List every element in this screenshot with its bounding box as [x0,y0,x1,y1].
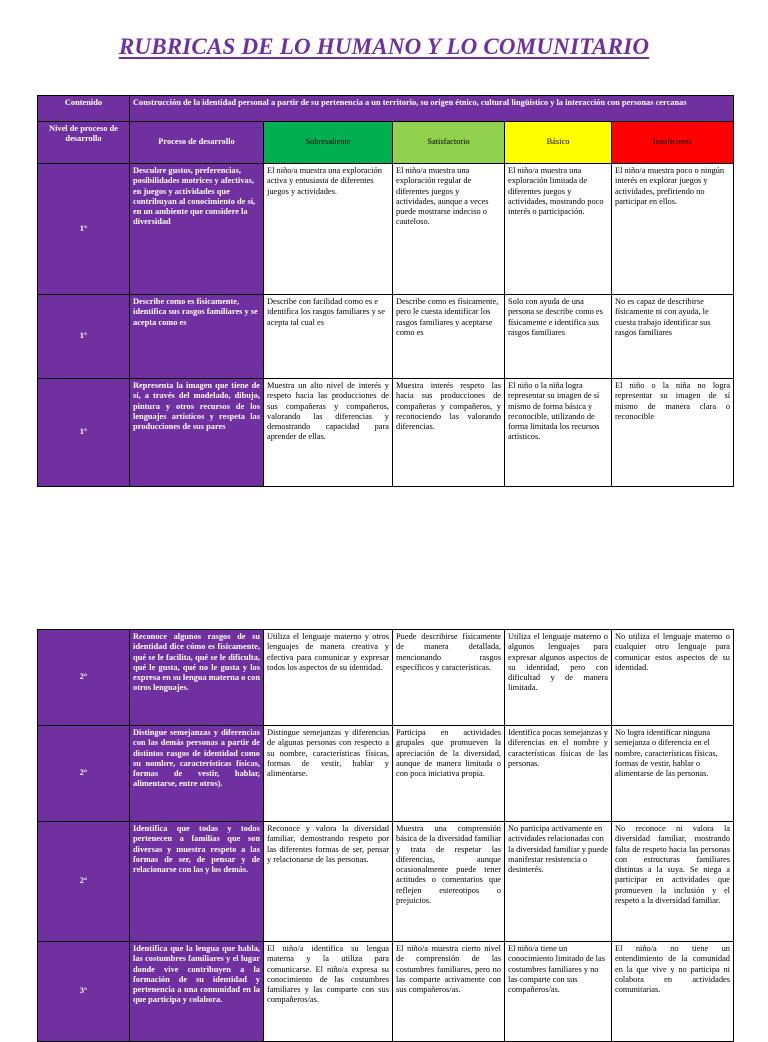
rubric-table-2 [37,629,734,1042]
satisfactorio-cell: Muestra una comprensión básica de la diversidad familiar y trata de respetar las diferencias, aunque ocasionalmente puede tener actitudes o comentarios que reflejen estereotipos o prejuicios. [393,822,505,942]
sobresaliente-cell: Muestra un alto nivel de interés y respeto hacia las producciones de sus compañeras y compañeros, valorando las diferencias y demostrando capacidad para aprender de ellas. [264,379,393,487]
table-row [38,630,734,726]
levels-header-row [38,122,734,164]
level-satisfactorio: Satisfactorio [393,122,505,164]
sobresaliente-cell: Reconoce y valora la diversidad familiar, demostrando respeto por las diferentes formas de ser, pensar y relacionarse de las personas. [264,822,393,942]
insuficiente-cell: No es capaz de describirse físicamente ni con ayuda, le cuesta trabajo identificar sus rasgos familiares [612,295,734,379]
rubric-table-1 [37,95,734,487]
nivel-label: Nivel de proceso de desarrollo [38,122,130,164]
process-cell: Identifica que todas y todos pertenecen a familias que son diversas y muestra respeto a las formas de ser, de pensar y de relacionarse con las y los demás. [130,822,264,942]
satisfactorio-cell: Muestra interés respeto las hacia sus producciones de compañeras y compañeros, y reconociendo las valorando diferencias. [393,379,505,487]
sobresaliente-cell: El niño/a muestra una exploración activa y entusiasta de diferentes juegos y actividades. [264,164,393,295]
insuficiente-cell: No logra identificar ninguna semejanza o diferencia en el nombre, características físicas, formas de vestir, hablar o alimentarse de las personas. [612,726,734,822]
sobresaliente-cell: Distingue semejanzas y diferencias de algunas personas con respecto a su nombre, características físicas, formas de vestir, hablar y alimentarse. [264,726,393,822]
table-row [38,942,734,1042]
basico-cell: El niño/a tiene un conocimiento limitado de las costumbres familiares y no las comparte con sus compañeros/as. [505,942,612,1042]
process-cell: Representa la imagen que tiene de sí, a través del modelado, dibujo, pintura y otros recursos de los lenguajes artísticos y respeta las producciones de sus pares [130,379,264,487]
process-cell: Reconoce algunos rasgos de su identidad dice cómo es físicamente, qué se le facilita, qué se le dificulta, qué le gusta, qué no le gusta y los expresa en su lengua materna o con otros lenguajes. [130,630,264,726]
grade-cell: 1° [38,295,130,379]
basico-cell: No participa activamente en actividades relacionadas con la diversidad familiar y puede manifestar resistencia o desinterés. [505,822,612,942]
contenido-row [38,96,734,122]
insuficiente-cell: El niño o la niña no logra representar su imagen de sí mismo de manera clara o reconocible [612,379,734,487]
satisfactorio-cell: El niño/a muestra una exploración regular de diferentes juegos y actividades, aunque a veces puede mostrarse indeciso o cauteloso. [393,164,505,295]
level-insuficiente: Insuficiente [612,122,734,164]
satisfactorio-cell: El niño/a muestra cierto nivel de comprensión de las costumbres familiares, pero no las comparte activamente con sus compañeros/as. [393,942,505,1042]
sobresaliente-cell: El niño/a identifica su lengua materna y la utiliza para comunicarse. El niño/a expresa su conocimiento de las costumbres familiares y las comparte con sus compañeros/as. [264,942,393,1042]
satisfactorio-cell: Describe como es físicamente, pero le cuesta identificar los rasgos familiares y aceptarse como es [393,295,505,379]
grade-cell: 2° [38,822,130,942]
table-row [38,379,734,487]
contenido-label: Contenido [38,96,130,122]
insuficiente-cell: No utiliza el lenguaje materno o cualquier otro lenguaje para comunicar estos aspectos de su identidad. [612,630,734,726]
sobresaliente-cell: Utiliza el lenguaje materno y otros lenguajes de manera creativa y efectiva para comunicar y expresar todos los aspectos de su identidad. [264,630,393,726]
table-row [38,726,734,822]
table-row [38,164,734,295]
table-row [38,822,734,942]
insuficiente-cell: El niño/a muestra poco o ningún interés en explorar juegos y actividades, prefiriendo no participar en ellos. [612,164,734,295]
basico-cell: Solo con ayuda de una persona se describe como es físicamente e identifica sus rasgos familiares [505,295,612,379]
page-title: RUBRICAS DE LO HUMANO Y LO COMUNITARIO [118,34,650,59]
level-sobresaliente: Sobresaliente [264,122,393,164]
basico-cell: El niño o la niña logra representar su imagen de sí mismo de forma básica y reconocible, utilizando de forma limitada los recursos artísticos. [505,379,612,487]
grade-cell: 1° [38,379,130,487]
process-cell: Descubre gustos, preferencias, posibilidades motrices y afectivas, en juegos y actividades que contribuyan al conocimiento de sí, en un ambiente que considere la diversidad [130,164,264,295]
grade-cell: 1° [38,164,130,295]
satisfactorio-cell: Puede describirse físicamente de manera detallada, mencionando rasgos específicos y características. [393,630,505,726]
process-cell: Distingue semejanzas y diferencias con las demás personas a partir de distintos rasgos de identidad como su nombre, características físicas, formas de vestir, hablar, alimentarse, entre otros). [130,726,264,822]
grade-cell: 2° [38,726,130,822]
insuficiente-cell: No reconoce ni valora la diversidad familiar, mostrando falta de respeto hacia las personas con estructuras familiares distintas a la suya. Se niega a participar en actividades que promueven la inclusión y el respeto a la diversidad familiar. [612,822,734,942]
level-basico: Básico [505,122,612,164]
contenido-text: Construcción de la identidad personal a partir de su pertenencia a un territorio, su origen étnico, cultural lingüístico y la interacción con personas cercanas [130,96,734,122]
basico-cell: Identifica pocas semejanzas y diferencias en el nombre y características físicas de las personas. [505,726,612,822]
process-cell: Describe como es físicamente, identifica sus rasgos familiares y se acepta como es [130,295,264,379]
insuficiente-cell: El niño/a no tiene un entendimiento de la comunidad en la que vive y no participa ni colabora en actividades comunitarias. [612,942,734,1042]
satisfactorio-cell: Participa en actividades grupales que promueven la apreciación de la diversidad, aunque de manera limitada o con poca iniciativa propia. [393,726,505,822]
basico-cell: El niño/a muestra una exploración limitada de diferentes juegos y actividades, mostrando poco interés o participación. [505,164,612,295]
proceso-label: Proceso de desarrollo [130,122,264,164]
grade-cell: 3° [38,942,130,1042]
grade-cell: 2° [38,630,130,726]
basico-cell: Utiliza el lenguaje materno o algunos lenguajes para expresar algunos aspectos de su identidad, pero con dificultad y de manera limitada. [505,630,612,726]
process-cell: Identifica que la lengua que habla, las costumbres familiares y el lugar donde vive contribuyen a la formación de su identidad y pertenencia a una comunidad en la que participa y colabora. [130,942,264,1042]
sobresaliente-cell: Describe con facilidad como es e identifica los rasgos familiares y se acepta tal cual es [264,295,393,379]
table-row [38,295,734,379]
